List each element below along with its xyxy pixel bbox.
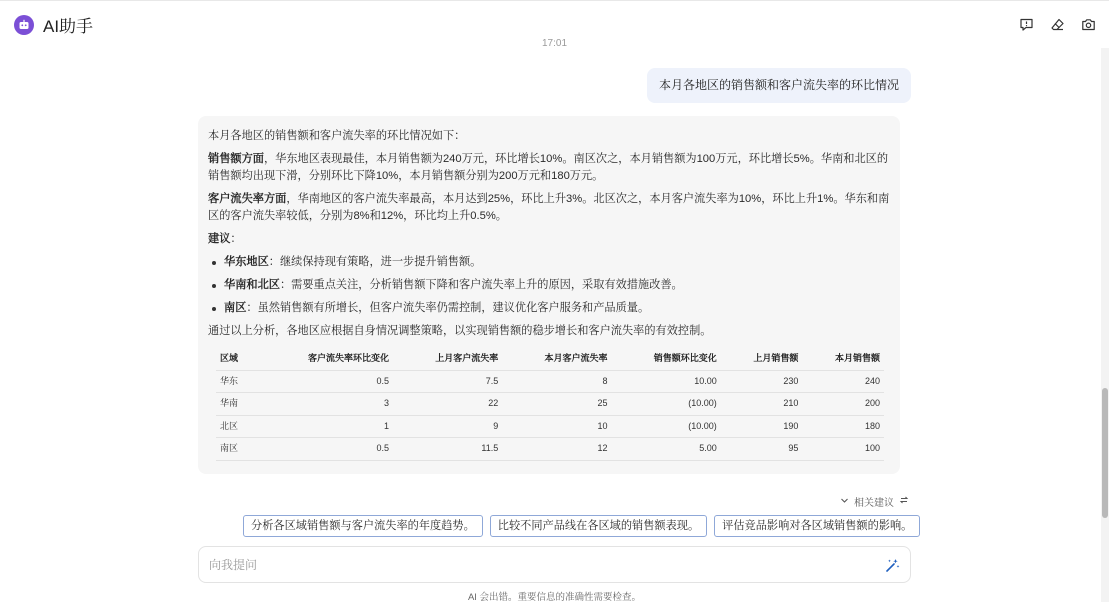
table-cell: 10 xyxy=(502,415,611,438)
table-row xyxy=(216,415,884,438)
table-cell: 北区 xyxy=(216,415,256,438)
suggestion-chip[interactable]: 评估竞品影响对各区域销售额的影响。 xyxy=(714,515,920,537)
chevron-down-icon xyxy=(840,496,849,508)
data-table xyxy=(216,348,884,461)
list-item-text: ：虽然销售额有所增长，但客户流失率仍需控制，建议优化客户服务和产品质量。 xyxy=(246,302,650,314)
ai-paragraph-sales-heading: 销售额方面 xyxy=(208,153,264,165)
ai-paragraph-churn-heading: 客户流失率方面 xyxy=(208,193,287,205)
ai-paragraph-churn xyxy=(208,191,890,225)
chat-input[interactable] xyxy=(209,555,869,575)
table-cell: 100 xyxy=(802,438,884,461)
suggestions-label: 相关建议 xyxy=(854,498,894,509)
table-cell: 8 xyxy=(502,370,611,393)
list-item xyxy=(208,277,890,294)
table-cell: (10.00) xyxy=(612,415,721,438)
table-cell: 22 xyxy=(393,393,502,416)
table-header: 上月销售额 xyxy=(721,348,803,370)
table-cell: (10.00) xyxy=(612,393,721,416)
top-actions xyxy=(1018,16,1097,33)
eraser-icon[interactable] xyxy=(1049,16,1066,33)
table-header: 销售额环比变化 xyxy=(612,348,721,370)
table-row xyxy=(216,393,884,416)
table-cell: 180 xyxy=(802,415,884,438)
table-header: 本月销售额 xyxy=(802,348,884,370)
feedback-icon[interactable] xyxy=(1018,16,1035,33)
table-cell: 1 xyxy=(256,415,393,438)
advice-title: 建议 xyxy=(208,233,231,245)
table-cell: 230 xyxy=(721,370,803,393)
ai-paragraph-churn-text: ，华南地区的客户流失率最高，本月达到25%，环比上升3%。北区次之，本月客户流失率为10%，环比上升1%。华东和南区的客户流失率较低，分别为8%和12%，环比均上升0.5%。 xyxy=(208,193,890,222)
table-cell: 0.5 xyxy=(256,438,393,461)
list-item-text: ：继续保持现有策略，进一步提升销售额。 xyxy=(268,256,482,268)
table-cell: 9 xyxy=(393,415,502,438)
suggestions-toggle[interactable] xyxy=(840,494,909,509)
refresh-icon[interactable] xyxy=(899,495,909,508)
table-cell: 华东 xyxy=(216,370,256,393)
advice-heading xyxy=(208,231,890,248)
table-header: 区域 xyxy=(216,348,256,370)
table-header: 上月客户流失率 xyxy=(393,348,502,370)
magic-wand-icon[interactable] xyxy=(882,556,902,576)
table-cell: 7.5 xyxy=(393,370,502,393)
suggestion-chips xyxy=(243,515,920,537)
list-item-title: 南区 xyxy=(224,302,247,314)
table-header: 本月客户流失率 xyxy=(502,348,611,370)
advice-colon: ： xyxy=(230,233,242,245)
ai-conclusion: 通过以上分析，各地区应根据自身情况调整策略，以实现销售额的稳步增长和客户流失率的有效控制。 xyxy=(208,325,712,337)
disclaimer: AI 会出错。重要信息的准确性需要检查。 xyxy=(467,592,642,602)
ai-intro: 本月各地区的销售额和客户流失率的环比情况如下： xyxy=(208,130,466,142)
list-item-text: ：需要重点关注，分析销售额下降和客户流失率上升的原因，采取有效措施改善。 xyxy=(279,279,683,291)
table-cell: 12 xyxy=(502,438,611,461)
table-cell: 210 xyxy=(721,393,803,416)
table-header-row xyxy=(216,348,884,370)
suggestion-chip[interactable]: 比较不同产品线在各区域的销售额表现。 xyxy=(490,515,707,537)
list-item-title: 华南和北区 xyxy=(224,279,280,291)
table-cell: 95 xyxy=(721,438,803,461)
table-cell: 华南 xyxy=(216,393,256,416)
ai-response xyxy=(198,116,900,474)
scrollbar[interactable] xyxy=(1101,48,1109,602)
table-cell: 5.00 xyxy=(612,438,721,461)
table-cell: 240 xyxy=(802,370,884,393)
table-row xyxy=(216,438,884,461)
table-cell: 190 xyxy=(721,415,803,438)
suggestion-chip[interactable]: 分析各区域销售额与客户流失率的年度趋势。 xyxy=(243,515,483,537)
list-item xyxy=(208,300,890,317)
ai-paragraph-sales-text: ，华东地区表现最佳，本月销售额为240万元，环比增长10%。南区次之，本月销售额为100万元，环比增长5%。华南和北区的销售额均出现下滑，分别环比下降10%，本月销售额分别为200万元和180万元。 xyxy=(208,153,889,182)
table-row xyxy=(216,370,884,393)
advice-list xyxy=(208,254,890,317)
list-item-title: 华东地区 xyxy=(224,256,269,268)
table-cell: 10.00 xyxy=(612,370,721,393)
chat-input-box xyxy=(198,546,911,583)
robot-icon xyxy=(14,15,34,35)
table-cell: 0.5 xyxy=(256,370,393,393)
scrollbar-thumb[interactable] xyxy=(1102,388,1108,518)
message-timestamp: 17:01 xyxy=(541,38,568,49)
table-cell: 25 xyxy=(502,393,611,416)
table-cell: 11.5 xyxy=(393,438,502,461)
ai-paragraph-sales xyxy=(208,151,890,185)
app-title: AI助手 xyxy=(43,17,94,36)
table-cell: 南区 xyxy=(216,438,256,461)
table-cell: 200 xyxy=(802,393,884,416)
table-cell: 3 xyxy=(256,393,393,416)
table-header: 客户流失率环比变化 xyxy=(256,348,393,370)
camera-icon[interactable] xyxy=(1080,16,1097,33)
user-message: 本月各地区的销售额和客户流失率的环比情况 xyxy=(647,68,911,103)
list-item xyxy=(208,254,890,271)
